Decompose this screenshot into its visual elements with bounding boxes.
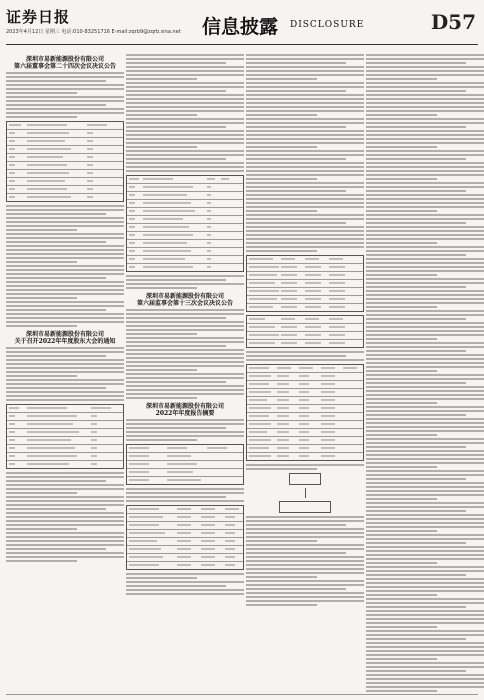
ownership-chart-box-bottom: [279, 501, 331, 513]
column-3: [246, 52, 364, 692]
notice-title-a: 深圳市易新能源股份有限公司 第六届董事会第二十四次会议决议公告: [13, 56, 116, 70]
column-4: [366, 52, 484, 692]
shareholder-table: [246, 364, 364, 461]
ownership-chart-box-top: [289, 473, 321, 485]
quarterly-table: [246, 315, 364, 348]
financial-table-b: [246, 255, 364, 312]
ownership-chart-line: [305, 488, 306, 498]
page-header: [6, 6, 478, 46]
footer-rule: [6, 694, 478, 695]
header-meta: 2023年4月12日 星期三 电话:010-83251716 E-mail:zqrb9@zqrb.sina.net: [6, 29, 181, 35]
header-rule: [6, 44, 478, 45]
proposal-table-c: [6, 404, 124, 469]
company-profile-table: [126, 444, 244, 485]
voting-table: [126, 175, 244, 272]
notice-title-d: 深圳市易新能源股份有限公司 2022年年度报告摘要: [145, 403, 224, 417]
newspaper-masthead: 证券日报: [6, 8, 71, 26]
column-1: [6, 52, 124, 692]
section-title-en: DISCLOSURE: [290, 20, 365, 30]
notice-title-b: 深圳市易新能源股份有限公司 第六届监事会第十三次会议决议公告: [136, 293, 233, 307]
notice-title-c: 深圳市易新能源股份有限公司 关于召开2022年年度股东大会的通知: [14, 331, 116, 345]
page-number: D57: [430, 10, 476, 34]
financial-table-a: [126, 505, 244, 570]
column-2: [126, 52, 244, 692]
proposal-table-a: [6, 121, 124, 202]
section-title: 信息披露: [202, 16, 279, 38]
